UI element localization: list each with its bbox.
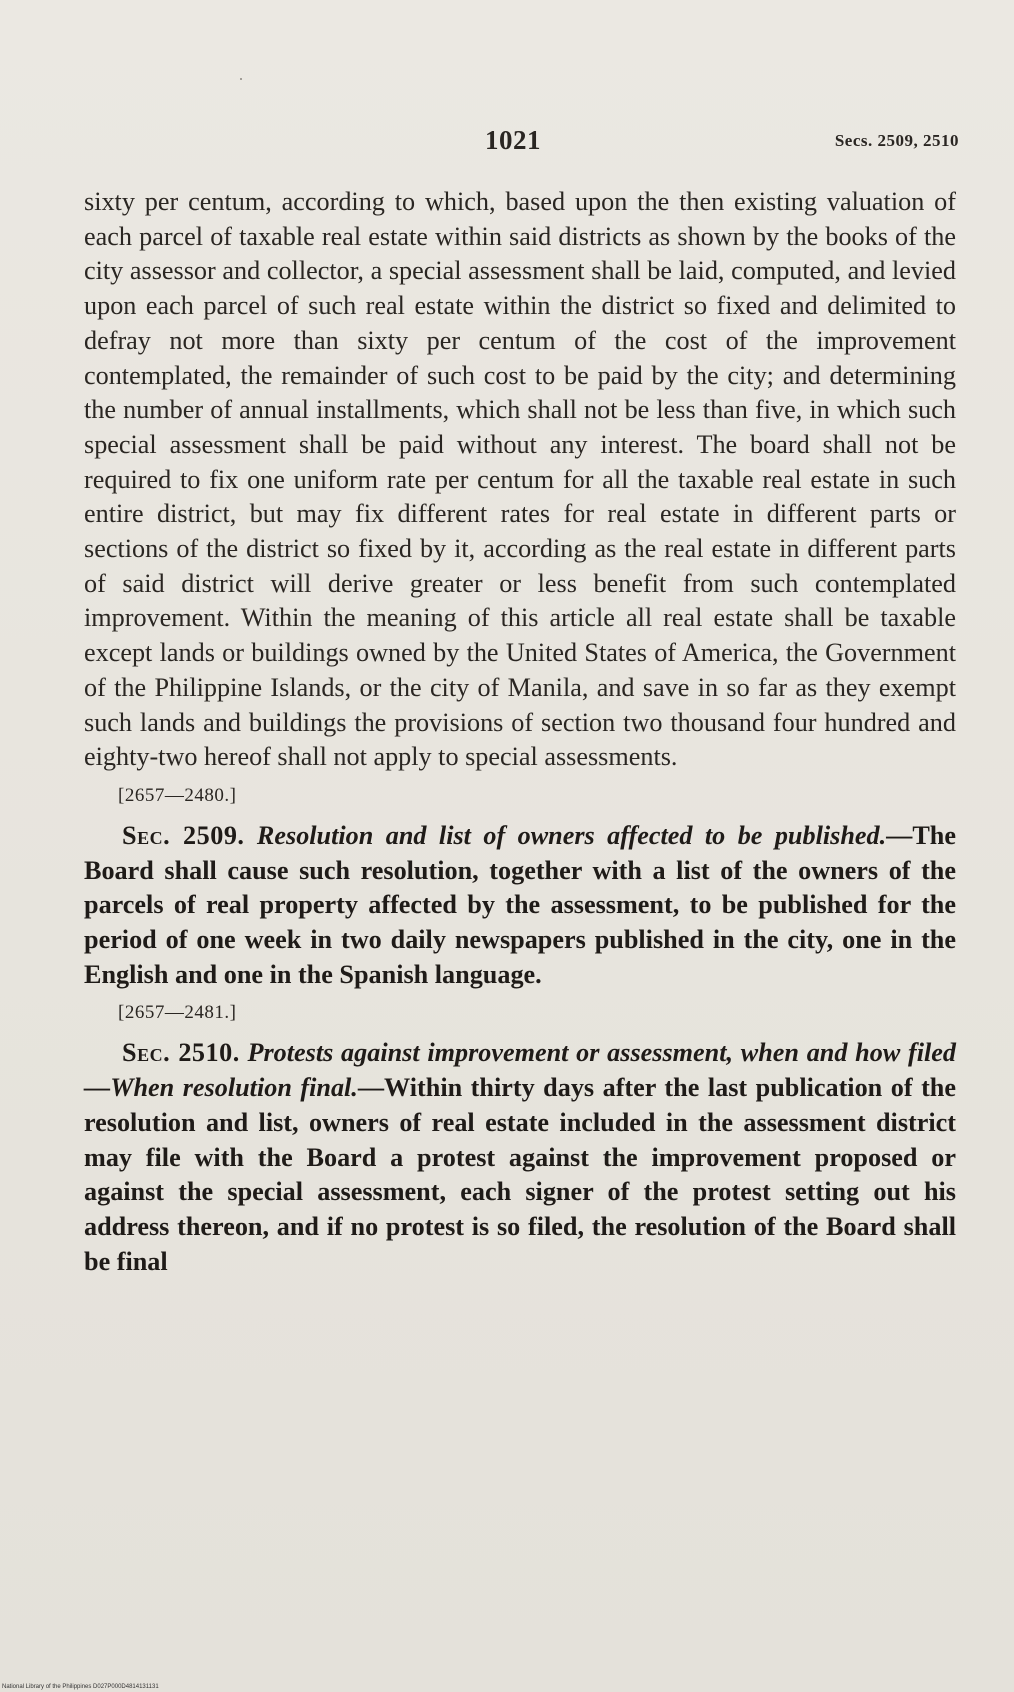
section-title-2510: Protests against improvement or assessment, when and how filed—When resolution final. [84, 1038, 956, 1103]
section-2509 [84, 819, 956, 993]
section-2510 [84, 1036, 956, 1279]
library-credit: National Library of the Philippines D027P000D4814131131 [2, 1684, 159, 1690]
section-label-2509: Sec. 2509. [122, 820, 245, 850]
page-body [84, 185, 956, 1279]
section-label-2510: Sec. 2510. [122, 1038, 240, 1068]
citation-2480: [2657—2480.] [118, 784, 237, 806]
citation-2481: [2657—2481.] [118, 1002, 237, 1024]
section-body-2510: —Within thirty days after the last publication of the resolution and list, owners of real estate included in the assessment district may file with the Board a protest against the improvement proposed or against the special assessment, each signer of the protest setting out his address thereon, and if no protest is so filed, the resolution of the Board shall be final [84, 1073, 956, 1276]
dust-speck [240, 78, 242, 80]
page-header [0, 125, 1014, 165]
paragraph-continuation: sixty per centum, according to which, based upon the then existing valuation of each parcel of taxable real estate within said districts as shown by the books of the city assessor and collector, a special assessment shall be laid, computed, and levied upon each parcel of such real estate within the district so fixed and delimited to defray not more than sixty per centum of the cost of the improvement contemplated, the remainder of such cost to be paid by the city; and determining the number of annual installments, which shall not be less than five, in which such special assessment shall be paid without any interest. The board shall not be required to fix one uniform rate per centum for all the taxable real estate in such entire district, but may fix different rates for real estate in different parts or sections of the district so fixed by it, according as the real estate in different parts of said district will derive greater or less benefit from such contemplated improvement. Within the meaning of this article all real estate shall be taxable except lands or buildings owned by the United States of America, the Government of the Philippine Islands, or the city of Manila, and save in so far as they exempt such lands and buildings the provisions of section two thousand four hundred and eighty-two hereof shall not apply to special assessments. [84, 187, 956, 772]
section-reference: Secs. 2509, 2510 [834, 131, 959, 150]
section-title-2509: Resolution and list of owners affected to be published. [256, 820, 887, 850]
section-body-2509: —The Board shall cause such resolution, together with a list of the owners of the parcels of real property affected by the assessment, to be published for the period of one week in two daily newspapers published in the city, one in the English and one in the Spanish language. [84, 820, 956, 989]
page-number: 1021 [485, 125, 541, 155]
